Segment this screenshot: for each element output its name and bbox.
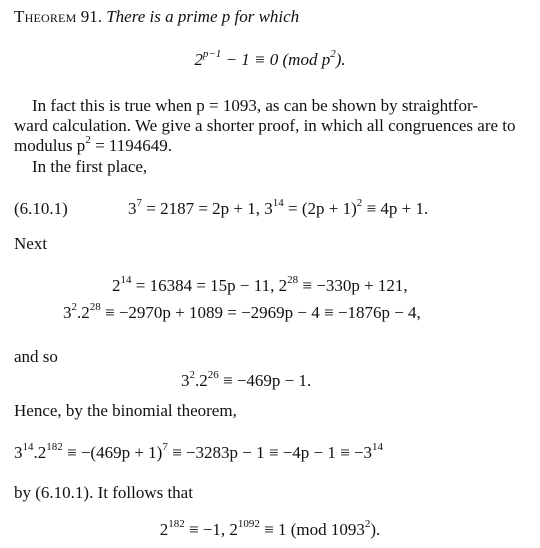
paragraph-line: modulus $p^2 = 1194649$. [14,134,173,155]
paragraph-line: ward calculation. We give a shorter proof, in which all congruences are to [14,116,516,135]
paragraph-line: In the first place, [32,157,148,176]
equation-binomial: $3^{14}.2^{182} \equiv -(469p + 1)^7 \equiv -3283p - 1 \equiv -4p - 1 \equiv -3^{14}$ [14,441,384,462]
equation-and-so: $3^2.2^{26} \equiv -469p - 1$. [181,369,312,390]
equation-6-10-1: $3^7 = 2187 = 2p + 1$, $3^{14} = (2p + 1)^2 \equiv 4p + 1$. [128,197,429,218]
text-next: Next [14,234,48,253]
text-hence: Hence, by the binomial theorem, [14,401,237,420]
theorem-label: Theorem [14,7,77,26]
theorem-number: 91. [80,7,102,26]
paragraph-line: In fact this is true when p = 1093, as can be shown by straightfor- [32,96,478,115]
equation-main: $2^{p-1} - 1 \equiv 0$ (mod $p^2$). [194,48,346,69]
theorem-statement: There is a prime p for which [106,7,300,26]
equation-next-1: $2^{14} = 16384 = 15p - 11$, $2^{28} \equiv -330p + 121$, [112,274,408,295]
equation-tag: (6.10.1) [14,199,68,218]
theorem-heading [14,7,299,27]
text-and-so: and so [14,347,58,366]
text-by-ref: by (6.10.1). It follows that [14,483,193,502]
equation-next-2: $3^2.2^{28} \equiv -2970p + 1089 = -2969p - 4 \equiv -1876p - 4$, [63,301,421,322]
equation-final: $2^{182} \equiv -1$, $2^{1092} \equiv 1$ (mod 1093$^2$). [159,518,381,539]
